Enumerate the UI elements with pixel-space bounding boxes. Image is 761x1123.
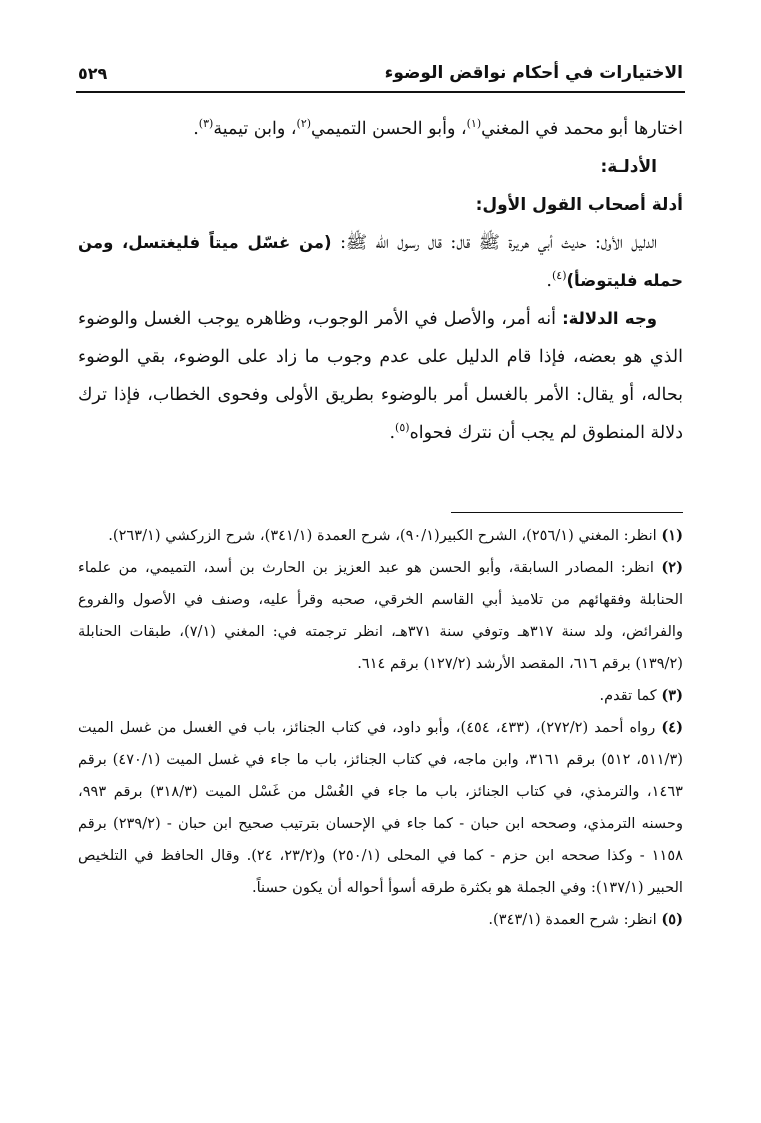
footnote: (٤) رواه أحمد (٢٧٢/٢)، (٤٣٣، ٤٥٤)، وأبو داود، في كتاب الجنائز، باب في الغسل من غسل الميت (٥١١/٣، ٥١٢) برقم ٣١٦١، وابن ماجه، في كتاب الجنائز، باب ما جاء في غسل الميت (٤٧٠/١) برقم ١٤٦٣، والترمذي، في كتاب الجنائز، باب ما جاء في الغُسْل من غَسْل الميت (٣١٨/٣) برقم ٩٩٣، وحسنه الترمذي، وصححه ابن حبان - كما جاء في الإحسان بترتيب صحيح ابن حبان - (٢٣٩/٢) برقم ١١٥٨ - وكذا صححه ابن حزم - كما في المحلى (٢٥٠/١) و(٢٣/٢، ٢٤). وقال الحافظ في التلخيص الحبير (١٣٧/١): وفي الجملة هو بكثرة طرقه أسوأ أحواله أن يكون حسناً. [78,719,683,896]
footnote: (٣) كما تقدم. [599,687,683,704]
running-header [78,58,683,88]
footnote: (١) انظر: المغني (٢٥٦/١)، الشرح الكبير(٩٠/١)، شرح العمدة (٣٤١/١)، شرح الزركشي (٢٦٣/١). [108,527,683,544]
footnote-ref-1[interactable]: (١) [466,117,482,131]
heading-first-opinion: أدلة أصحاب القول الأول: [475,195,683,215]
footnote-divider [451,512,683,513]
footnote-ref-3[interactable]: (٣) [198,117,214,131]
footnote: (٥) انظر: شرح العمدة (٣٤٣/١). [488,911,683,928]
footnotes [78,520,683,936]
evidence-label: الدليل الأول: [594,233,657,253]
paragraph-choices: اختارها أبو محمد في المغني$^{(١)}$، وأبو الحسن التميمي$^{(٢)}$، وابن تيمية$^{(٣)}$. [193,117,683,139]
paragraph-first-evidence: الدليل الأول: حديث أبي هريرة ﷺ قال: قال رسول الله ﷺ: (من غسّل ميتاً فليغتسل، ومن حمله فليتوضأ)$^{(٤)}$. [78,233,683,291]
indication-label: وجه الدلالة: [562,309,657,328]
header-divider [76,91,685,93]
footnote-ref-4[interactable]: (٤) [552,269,567,283]
paragraph-indication: وجه الدلالة: أنه أمر، والأصل في الأمر الوجوب، وظاهره يوجب الغسل والوضوء الذي هو بعضه، فإذا قام الدليل على عدم وجوب ما زاد على الوضوء، بقي الوضوء بحاله، أو يقال: الأمر بالغسل أمر بالوضوء بطريق الأولى وفحوى الخطاب، فإذا ترك دلالة المنطوق لم يجب أن نترك فحواه$^{(٥)}$. [78,309,683,443]
header-title: الاختيارات في أحكام نواقض الوضوء [384,63,683,83]
hadith-text: (من غسّل ميتاً فليغتسل، ومن حمله فليتوضأ) [78,233,683,290]
footnote: (٢) انظر: المصادر السابقة، وأبو الحسن هو عبد العزيز بن الحارث بن أسد، التميمي، من علماء الحنابلة وفقهائهم من تلاميذ أبي القاسم الخرقي، صحبه وقرأ عليه، وصنف في الأصول والفروع والفرائض، ولد سنة ٣١٧هـ وتوفي سنة ٣٧١هـ، انظر ترجمته في: المغني (٧/١)، طبقات الحنابلة (١٣٩/٢) برقم ٦١٦، المقصد الأرشد (١٢٧/٢) برقم ٦١٤. [78,559,684,672]
heading-evidence: الأدلـة: [600,157,657,177]
main-text [78,110,683,452]
footnote-ref-2[interactable]: (٢) [296,117,312,131]
footnote-ref-5[interactable]: (٥) [395,421,410,435]
page-number: ٥٢٩ [78,63,108,83]
